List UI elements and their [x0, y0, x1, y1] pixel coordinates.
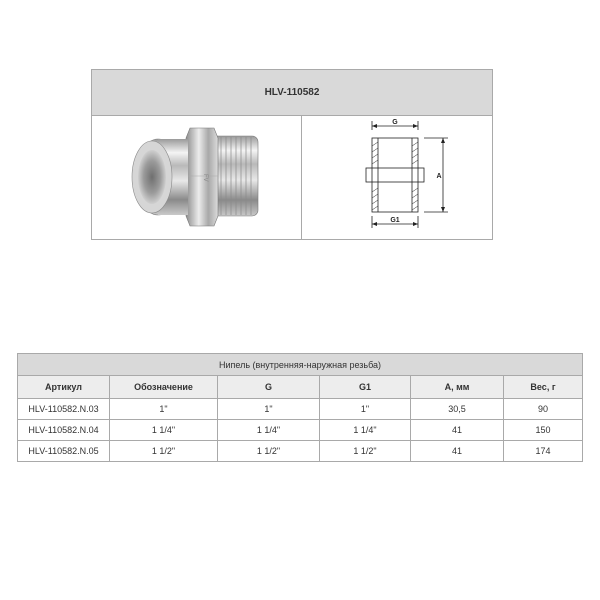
- column-header-g1: G1: [320, 376, 411, 399]
- cell-weight: 90: [504, 399, 583, 420]
- table-caption: Нипель (внутренняя-наружная резьба): [18, 354, 583, 376]
- column-header-weight: Вес, г: [504, 376, 583, 399]
- cell-g1: 1 1/2": [320, 441, 411, 462]
- column-header-designation: Обозначение: [110, 376, 218, 399]
- drawing-label-a: A: [436, 173, 442, 180]
- product-card-body: [92, 116, 492, 239]
- column-header-g: G: [218, 376, 320, 399]
- column-header-a-mm: A, мм: [411, 376, 504, 399]
- drawing-label-g1: G1: [390, 217, 400, 224]
- cell-a-mm: 41: [411, 441, 504, 462]
- drawing-label-g: G: [392, 119, 398, 126]
- technical-drawing-cell: [302, 116, 492, 239]
- table-caption-row: [18, 354, 583, 376]
- cell-article: HLV-110582.N.05: [18, 441, 110, 462]
- cell-a-mm: 30,5: [411, 399, 504, 420]
- table-row: [18, 441, 583, 462]
- cell-a-mm: 41: [411, 420, 504, 441]
- cell-designation: 1 1/4": [110, 420, 218, 441]
- cell-article: HLV-110582.N.03: [18, 399, 110, 420]
- specification-table: [17, 353, 583, 462]
- cell-weight: 174: [504, 441, 583, 462]
- cell-g: 1": [218, 399, 320, 420]
- svg-text:FV: FV: [202, 174, 208, 182]
- table-row: [18, 399, 583, 420]
- column-header-article: Артикул: [18, 376, 110, 399]
- product-card: [91, 69, 493, 240]
- product-card-title: HLV-110582: [92, 70, 492, 116]
- cell-article: HLV-110582.N.04: [18, 420, 110, 441]
- cell-g1: 1": [320, 399, 411, 420]
- cell-designation: 1 1/2": [110, 441, 218, 462]
- cell-g1: 1 1/4": [320, 420, 411, 441]
- cell-weight: 150: [504, 420, 583, 441]
- nipple-fitting-photo: [92, 116, 301, 240]
- nipple-technical-drawing: [302, 116, 494, 240]
- table-header-row: [18, 376, 583, 399]
- product-photo-cell: [92, 116, 302, 239]
- cell-designation: 1": [110, 399, 218, 420]
- cell-g: 1 1/2": [218, 441, 320, 462]
- table-row: [18, 420, 583, 441]
- cell-g: 1 1/4": [218, 420, 320, 441]
